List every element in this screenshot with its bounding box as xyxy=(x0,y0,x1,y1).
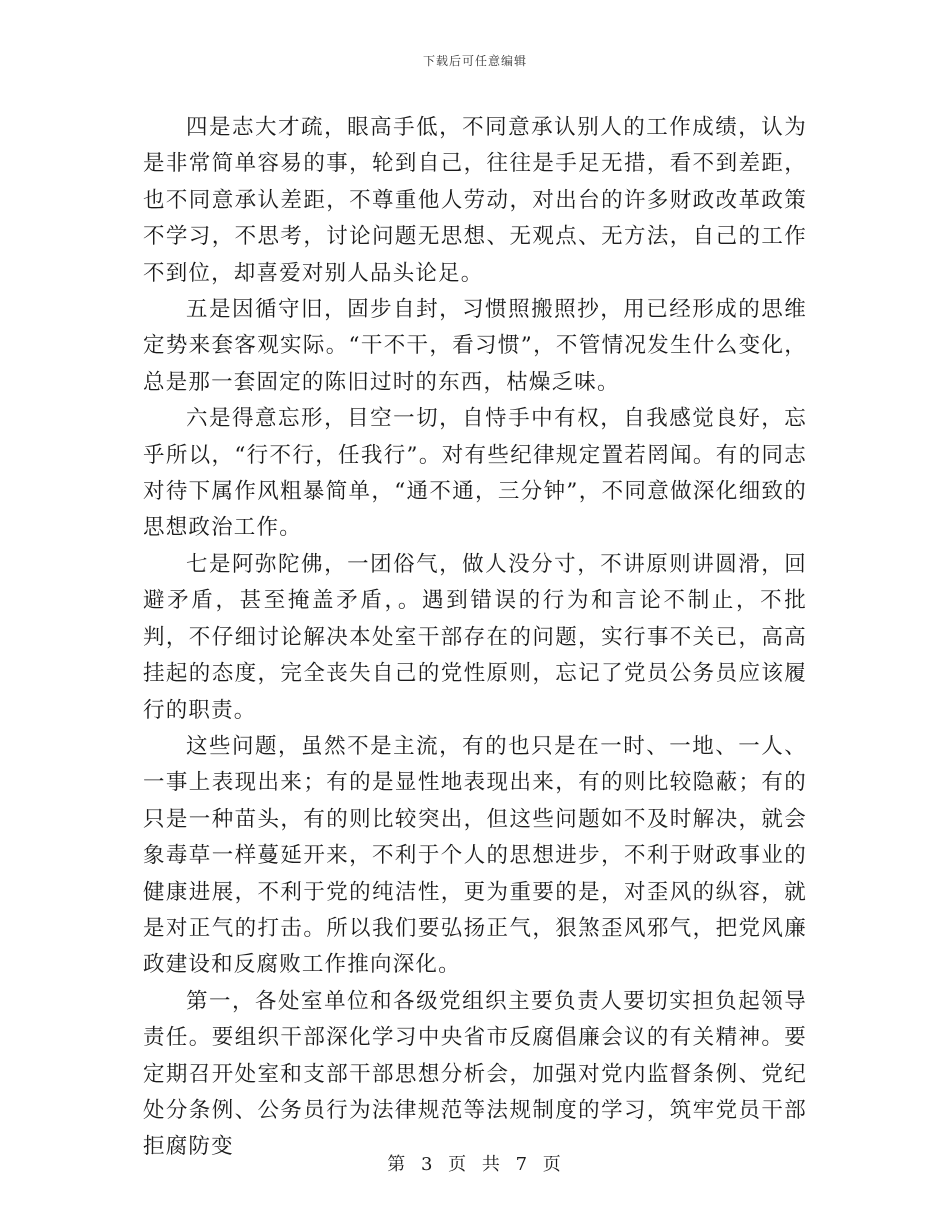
paragraph-first-measure: 第一，各处室单位和各级党组织主要负责人要切实担负起领导责任。要组织干部深化学习中央省市反腐倡廉会议的有关精神。要定期召开处室和支部干部思想分析会，加强对党内监督条例、党纪处分条例、公务员行为法律规范等法规制度的学习，筑牢党员干部拒腐防变 xyxy=(143,988,807,1160)
paragraph-6: 六是得意忘形，目空一切，自恃手中有权，自我感觉良好，忘乎所以，“行不行，任我行”。对有些纪律规定置若罔闻。有的同志对待下属作风粗暴简单，“通不通，三分钟”，不同意做深化细致的思想政治工作。 xyxy=(143,406,807,541)
paragraph-4: 四是志大才疏，眼高手低，不同意承认别人的工作成绩，认为是非常简单容易的事，轮到自己，往往是手足无措，看不到差距，也不同意承认差距，不尊重他人劳动，对出台的许多财政改革政策不学习，不思考，讨论问题无思想、无观点、无方法，自己的工作不到位，却喜爱对别人品头论足。 xyxy=(143,115,807,286)
paragraph-5: 五是因循守旧，固步自封，习惯照搬照抄，用已经形成的思维定势来套客观实际。“干不干，看习惯”，不管情况发生什么变化，总是那一套固定的陈旧过时的东西，枯燥乏味。 xyxy=(143,297,807,395)
paragraph-7: 七是阿弥陀佛，一团俗气，做人没分寸，不讲原则讲圆滑，回避矛盾，甚至掩盖矛盾，。遇到错误的行为和言论不制止，不批判，不仔细讨论解决本处室干部存在的问题，实行事不关已，高高挂起的态度，完全丧失自己的党性原则，忘记了党员公务员应该履行的职责。 xyxy=(143,551,807,723)
page-number-footer: 第 3 页 共 7 页 xyxy=(387,1154,563,1175)
paragraph-summary: 这些问题，虽然不是主流，有的也只是在一时、一地、一人、一事上表现出来；有的是显性地表现出来，有的则比较隐蔽；有的只是一种苗头，有的则比较突出，但这些问题如不及时解决，就会象毒草一样蔓延开来，不利于个人的思想进步，不利于财政事业的健康进展，不利于党的纯洁性，更为重要的是，对歪风的纵容，就是对正气的打击。所以我们要弘扬正气，狠煞歪风邪气，把党风廉政建设和反腐败工作推向深化。 xyxy=(143,733,807,978)
header-note: 下载后可任意编辑 xyxy=(422,54,527,68)
document-body xyxy=(143,110,807,1166)
